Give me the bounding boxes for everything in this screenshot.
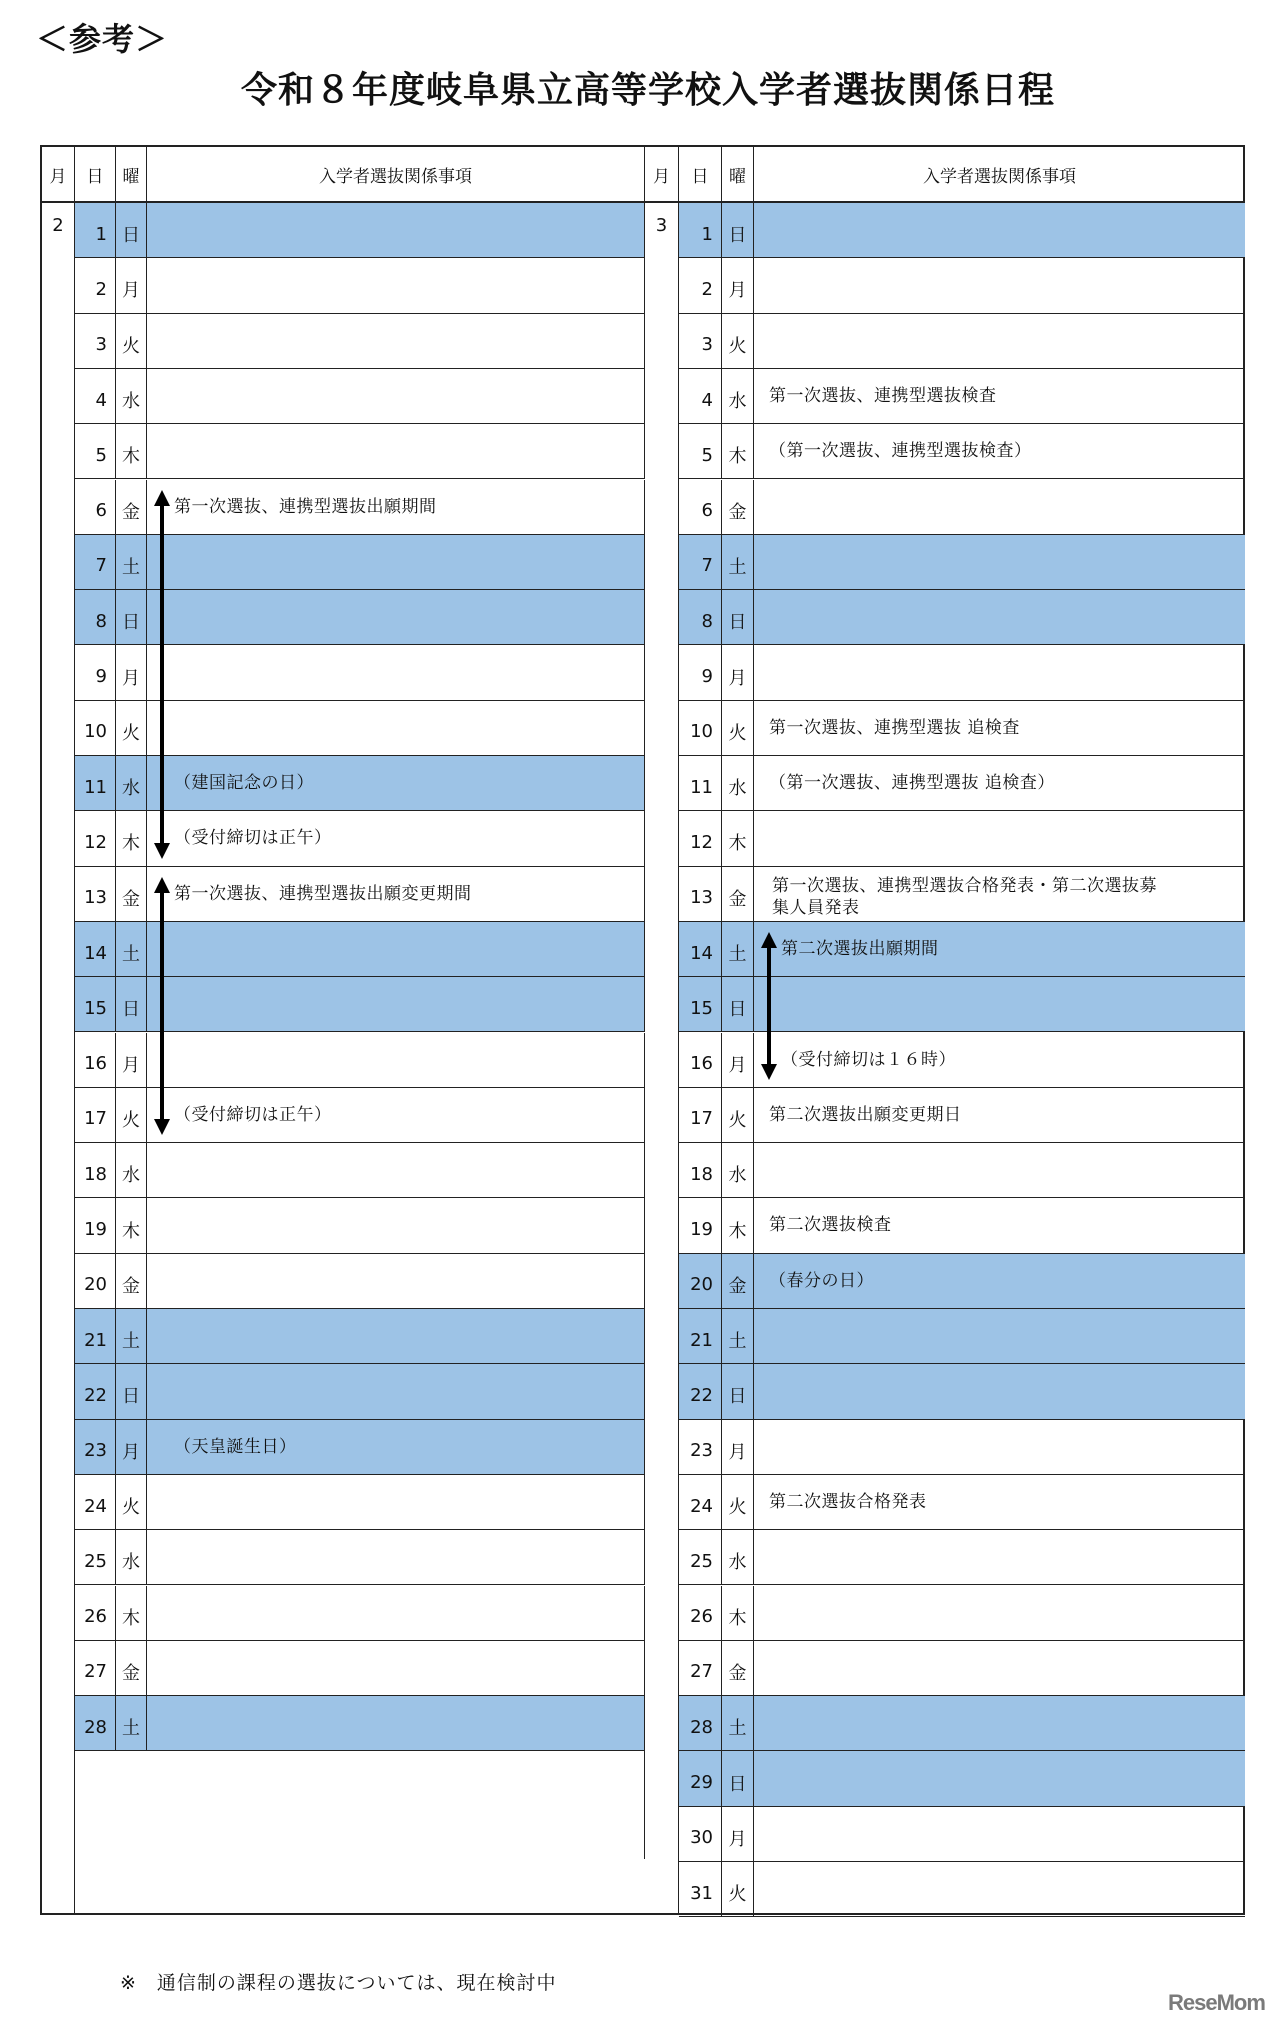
day-cell: 28 [75,1696,116,1751]
day-cell: 2 [679,258,722,313]
day-cell: 15 [75,977,116,1032]
weekday-cell: 日 [722,590,754,645]
weekday-cell: 土 [116,922,147,977]
event-cell [147,645,645,700]
event-cell [754,701,1245,756]
day-cell: 27 [75,1641,116,1696]
day-cell: 20 [679,1254,722,1309]
day-cell: 19 [75,1198,116,1253]
event-text: （受付締切は１６時） [781,1049,956,1070]
weekday-cell: 火 [116,314,147,369]
event-cell [147,811,645,866]
header-items-right: 入学者選抜関係事項 [754,147,1245,203]
day-cell: 26 [75,1586,116,1641]
day-cell: 30 [679,1807,722,1862]
day-cell: 11 [75,756,116,811]
weekday-cell: 木 [722,1586,754,1641]
event-cell [147,1198,645,1253]
weekday-cell: 金 [116,867,147,922]
weekday-cell: 土 [116,535,147,590]
day-cell: 17 [75,1088,116,1143]
event-cell [754,480,1245,535]
event-text: 第一次選抜、連携型選抜 追検査 [769,717,1020,738]
weekday-cell: 火 [116,1475,147,1530]
event-cell [754,314,1245,369]
weekday-cell: 水 [722,369,754,424]
event-cell [147,922,645,977]
schedule-table [40,145,1245,1915]
weekday-cell: 火 [722,1862,754,1917]
weekday-cell: 火 [722,1475,754,1530]
resemom-logo: ReseMom [1168,1990,1265,2015]
event-cell [754,867,1245,922]
weekday-cell: 水 [722,1143,754,1198]
day-cell: 21 [75,1309,116,1364]
day-cell: 13 [679,867,722,922]
day-cell: 26 [679,1586,722,1641]
page-title: 令和８年度岐阜県立高等学校入学者選抜関係日程 [240,70,1055,111]
weekday-cell: 木 [116,424,147,479]
day-cell: 14 [679,922,722,977]
header-month-right: 月 [645,147,679,203]
day-cell: 16 [75,1033,116,1088]
day-cell: 1 [679,203,722,258]
event-cell [147,203,645,258]
event-cell [754,1862,1245,1917]
arrow-up-icon [154,490,170,506]
event-cell [754,1254,1245,1309]
weekday-cell: 土 [722,1696,754,1751]
event-cell [147,1696,645,1751]
event-cell [754,1586,1245,1641]
weekday-cell: 月 [722,1033,754,1088]
day-cell: 9 [679,645,722,700]
weekday-cell: 日 [116,203,147,258]
event-cell [147,756,645,811]
weekday-cell: 月 [116,258,147,313]
event-cell [147,1033,645,1088]
event-cell [754,1751,1245,1806]
event-cell [147,535,645,590]
event-cell [754,1530,1245,1585]
day-cell: 9 [75,645,116,700]
event-cell [754,535,1245,590]
day-cell: 27 [679,1641,722,1696]
day-cell: 25 [75,1530,116,1585]
weekday-cell: 火 [722,701,754,756]
month-cell-right: 3 [645,203,679,1915]
weekday-cell: 金 [116,480,147,535]
event-cell [754,1309,1245,1364]
event-cell [147,1586,645,1641]
day-cell: 23 [679,1420,722,1475]
event-text: 第一次選抜、連携型選抜出願期間 [174,496,437,517]
event-cell [147,1143,645,1198]
day-cell: 8 [679,590,722,645]
event-text: 第一次選抜、連携型選抜検査 [769,385,997,406]
event-cell [147,590,645,645]
weekday-cell: 日 [722,1364,754,1419]
weekday-cell: 木 [722,424,754,479]
left-empty-area [75,1751,645,1859]
day-cell: 24 [679,1475,722,1530]
day-cell: 22 [679,1364,722,1419]
weekday-cell: 月 [722,1420,754,1475]
weekday-cell: 火 [116,1088,147,1143]
header-weekday-left: 曜 [116,147,147,203]
event-text: （第一次選抜、連携型選抜 追検査） [769,773,1055,793]
weekday-cell: 金 [722,867,754,922]
weekday-cell: 日 [116,590,147,645]
event-cell [754,811,1245,866]
day-cell: 7 [75,535,116,590]
weekday-cell: 月 [116,1033,147,1088]
weekday-cell: 土 [722,535,754,590]
event-text: （春分の日） [769,1270,874,1291]
weekday-cell: 木 [116,1198,147,1253]
event-text: 第二次選抜検査 [769,1215,892,1236]
event-cell [754,1475,1245,1530]
day-cell: 29 [679,1751,722,1806]
arrow-down-icon [761,1064,777,1080]
weekday-cell: 金 [116,1254,147,1309]
day-cell: 11 [679,756,722,811]
weekday-cell: 日 [116,1364,147,1419]
event-text: （第一次選抜、連携型選抜検査） [769,441,1032,462]
event-cell [147,1420,645,1475]
event-text: 第二次選抜合格発表 [769,1491,927,1512]
day-cell: 4 [75,369,116,424]
weekday-cell: 月 [116,645,147,700]
period-arrow-shaft [160,502,164,847]
weekday-cell: 火 [116,701,147,756]
event-cell [754,1088,1245,1143]
day-cell: 5 [75,424,116,479]
event-cell [147,701,645,756]
event-cell [147,1309,645,1364]
day-cell: 7 [679,535,722,590]
event-cell [754,1364,1245,1419]
day-cell: 21 [679,1309,722,1364]
day-cell: 28 [679,1696,722,1751]
event-cell [754,203,1245,258]
day-cell: 2 [75,258,116,313]
arrow-down-icon [154,843,170,859]
event-text: 第一次選抜、連携型選抜出願変更期間 [174,883,472,904]
day-cell: 3 [679,314,722,369]
weekday-cell: 金 [116,1641,147,1696]
event-cell [754,922,1245,977]
event-cell [147,1364,645,1419]
weekday-cell: 土 [116,1696,147,1751]
weekday-cell: 水 [116,369,147,424]
event-cell [147,1530,645,1585]
weekday-cell: 水 [116,756,147,811]
day-cell: 3 [75,314,116,369]
period-arrow-shaft [160,889,164,1124]
weekday-cell: 月 [722,645,754,700]
event-cell [754,977,1245,1032]
header-day-right: 日 [679,147,722,203]
event-cell [754,1696,1245,1751]
event-cell [754,645,1245,700]
weekday-cell: 水 [722,756,754,811]
weekday-cell: 金 [722,1254,754,1309]
reference-label: ＜参考＞ [36,20,169,58]
event-cell [147,258,645,313]
day-cell: 12 [679,811,722,866]
day-cell: 31 [679,1862,722,1917]
weekday-cell: 火 [722,1088,754,1143]
arrow-up-icon [761,932,777,948]
day-cell: 18 [679,1143,722,1198]
event-cell [147,867,645,922]
day-cell: 4 [679,369,722,424]
weekday-cell: 土 [116,1309,147,1364]
event-cell [754,1641,1245,1696]
event-cell [147,1088,645,1143]
day-cell: 18 [75,1143,116,1198]
weekday-cell: 日 [722,203,754,258]
weekday-cell: 日 [722,1751,754,1806]
period-arrow-shaft [767,944,771,1068]
header-month-left: 月 [42,147,75,203]
weekday-cell: 土 [722,1309,754,1364]
event-text: （受付締切は正午） [174,828,332,849]
event-cell [754,424,1245,479]
weekday-cell: 木 [116,1586,147,1641]
weekday-cell: 金 [722,1641,754,1696]
event-cell [147,1475,645,1530]
weekday-cell: 木 [722,1198,754,1253]
event-cell [147,1254,645,1309]
event-text: 第二次選抜出願変更期日 [769,1104,962,1125]
day-cell: 6 [75,480,116,535]
event-cell [754,258,1245,313]
event-cell [754,1807,1245,1862]
footnote: ※ 通信制の課程の選抜については、現在検討中 [120,1972,557,1994]
day-cell: 17 [679,1088,722,1143]
header-day-left: 日 [75,147,116,203]
arrow-up-icon [154,877,170,893]
event-text: 第二次選抜出願期間 [781,938,939,959]
day-cell: 15 [679,977,722,1032]
event-cell [754,1420,1245,1475]
weekday-cell: 火 [722,314,754,369]
arrow-down-icon [154,1119,170,1135]
weekday-cell: 水 [722,1530,754,1585]
day-cell: 22 [75,1364,116,1419]
weekday-cell: 水 [116,1530,147,1585]
day-cell: 20 [75,1254,116,1309]
weekday-cell: 日 [722,977,754,1032]
event-cell [147,977,645,1032]
event-text: 集人員発表 [772,897,860,918]
event-cell [147,314,645,369]
weekday-cell: 金 [722,480,754,535]
event-text: （建国記念の日） [174,773,314,793]
event-cell [147,369,645,424]
day-cell: 6 [679,480,722,535]
event-text: （天皇誕生日） [174,1436,297,1457]
day-cell: 23 [75,1420,116,1475]
event-cell [754,1143,1245,1198]
weekday-cell: 木 [722,811,754,866]
event-cell [754,756,1245,811]
day-cell: 14 [75,922,116,977]
event-cell [754,1033,1245,1088]
weekday-cell: 日 [116,977,147,1032]
day-cell: 8 [75,590,116,645]
header-items-left: 入学者選抜関係事項 [147,147,645,203]
weekday-cell: 月 [722,258,754,313]
event-cell [754,590,1245,645]
day-cell: 12 [75,811,116,866]
day-cell: 13 [75,867,116,922]
day-cell: 10 [679,701,722,756]
event-cell [754,1198,1245,1253]
month-cell-left: 2 [42,203,75,1915]
day-cell: 24 [75,1475,116,1530]
event-text: 第一次選抜、連携型選抜合格発表・第二次選抜募 [772,875,1157,896]
weekday-cell: 月 [116,1420,147,1475]
day-cell: 5 [679,424,722,479]
weekday-cell: 木 [116,811,147,866]
event-cell [147,1641,645,1696]
header-weekday-right: 曜 [722,147,754,203]
weekday-cell: 水 [116,1143,147,1198]
day-cell: 19 [679,1198,722,1253]
event-cell [147,424,645,479]
day-cell: 10 [75,701,116,756]
event-text: （受付締切は正午） [174,1104,332,1125]
event-cell [754,369,1245,424]
day-cell: 16 [679,1033,722,1088]
event-cell [147,480,645,535]
weekday-cell: 土 [722,922,754,977]
weekday-cell: 月 [722,1807,754,1862]
day-cell: 25 [679,1530,722,1585]
day-cell: 1 [75,203,116,258]
